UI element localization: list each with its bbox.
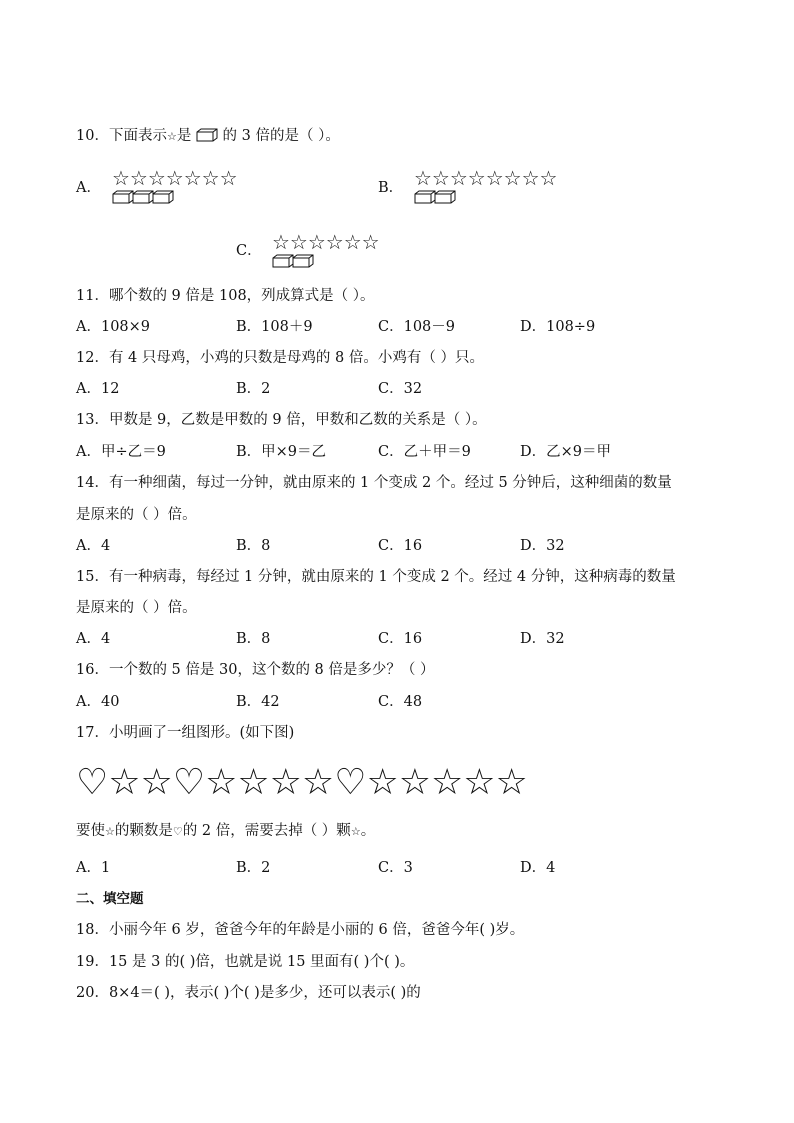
q10-option-a-label[interactable]: A． [76,180,101,196]
q13-option-b[interactable]: B．甲×9＝乙 [236,444,327,460]
q11-stem: 11．哪个数的 9 倍是 108，列成算式是（ ）。 [76,288,375,304]
q14-stem-line2: 是原来的（ ）倍。 [76,507,197,523]
q17-question-mid: 的颗数是 [114,823,173,839]
q10-option-b-stars: ☆☆☆☆☆☆☆☆ [414,166,558,190]
section-title-fill-in: 二、填空题 [76,891,144,907]
q17-stem: 17．小明画了一组图形。(如下图) [76,725,295,741]
q10-option-a-stars: ☆☆☆☆☆☆☆ [112,166,238,190]
q14-option-c[interactable]: C．16 [378,538,423,554]
q14-stem-line1: 14．有一种细菌，每过一分钟，就由原来的 1 个变成 2 个。经过 5 分钟后，这种细菌的数量 [76,475,672,491]
q17-question-suffix: 的 2 倍，需要去掉（ ）颗 [182,823,351,839]
q13-stem: 13．甲数是 9，乙数是甲数的 9 倍，甲数和乙数的关系是（ ）。 [76,412,487,428]
q15-option-a[interactable]: A．4 [76,631,111,647]
q18-text: 18．小丽今年 6 岁，爸爸今年的年龄是小丽的 6 倍，爸爸今年( )岁。 [76,922,525,938]
q17-option-c[interactable]: C．3 [378,860,413,876]
q17-question-prefix: 要使 [76,823,105,839]
q11-option-d[interactable]: D．108÷9 [520,319,596,335]
q10-stem-mid2: 的 3 倍的是（ ）。 [222,128,340,144]
q12-stem: 12．有 4 只母鸡，小鸡的只数是母鸡的 8 倍。小鸡有（ ）只。 [76,350,484,366]
q17-option-d[interactable]: D．4 [520,860,556,876]
q16-option-c[interactable]: C．48 [378,694,423,710]
q10-stem-prefix: 10．下面表示 [76,128,167,144]
q19-text: 19．15 是 3 的( )倍，也就是说 15 里面有( )个( )。 [76,954,415,970]
q17-option-b[interactable]: B．2 [236,860,271,876]
q12-option-c[interactable]: C．32 [378,381,423,397]
q11-option-b[interactable]: B．108＋9 [236,319,313,335]
q10-option-c-stars: ☆☆☆☆☆☆ [272,230,380,254]
q17-option-a[interactable]: A．1 [76,860,111,876]
q10-option-c-boxes [272,254,314,268]
q10-stem-mid1: 是 [176,128,192,144]
q14-option-b[interactable]: B．8 [236,538,271,554]
q10-option-b-boxes [414,190,456,204]
q10-option-a-boxes [112,190,174,204]
q16-option-b[interactable]: B．42 [236,694,280,710]
q11-option-a[interactable]: A．108×9 [76,319,151,335]
q15-stem-line2: 是原来的（ ）倍。 [76,600,197,616]
q14-option-a[interactable]: A．4 [76,538,111,554]
q17-question-end: 。 [360,823,376,839]
q15-option-b[interactable]: B．8 [236,631,271,647]
q20-text: 20．8×4＝( )，表示( )个( )是多少，还可以表示( )的 [76,985,421,1001]
q17-question [76,821,375,842]
q12-option-a[interactable]: A．12 [76,381,120,397]
q17-shapes-row: ♡☆☆♡☆☆☆☆♡☆☆☆☆☆ [76,762,528,803]
q15-stem-line1: 15．有一种病毒，每经过 1 分钟，就由原来的 1 个变成 2 个。经过 4 分钟，这种病毒的数量 [76,569,676,585]
q13-option-d[interactable]: D．乙×9＝甲 [520,444,611,460]
q15-option-d[interactable]: D．32 [520,631,565,647]
q12-option-b[interactable]: B．2 [236,381,271,397]
q10-option-c-label[interactable]: C． [236,243,262,259]
star-icon: ☆ [105,825,115,838]
q15-option-c[interactable]: C．16 [378,631,423,647]
heart-icon: ♡ [172,825,183,838]
box-icon [196,128,218,148]
q14-option-d[interactable]: D．32 [520,538,565,554]
q10-stem [76,126,340,148]
star-icon: ☆ [166,130,177,143]
q11-option-c[interactable]: C．108－9 [378,319,455,335]
q13-option-c[interactable]: C．乙＋甲＝9 [378,444,471,460]
star-icon: ☆ [350,825,361,838]
q13-option-a[interactable]: A．甲÷乙＝9 [76,444,166,460]
q10-option-b-label[interactable]: B． [378,180,404,196]
q16-stem: 16．一个数的 5 倍是 30，这个数的 8 倍是多少？（ ） [76,662,435,678]
q16-option-a[interactable]: A．40 [76,694,120,710]
